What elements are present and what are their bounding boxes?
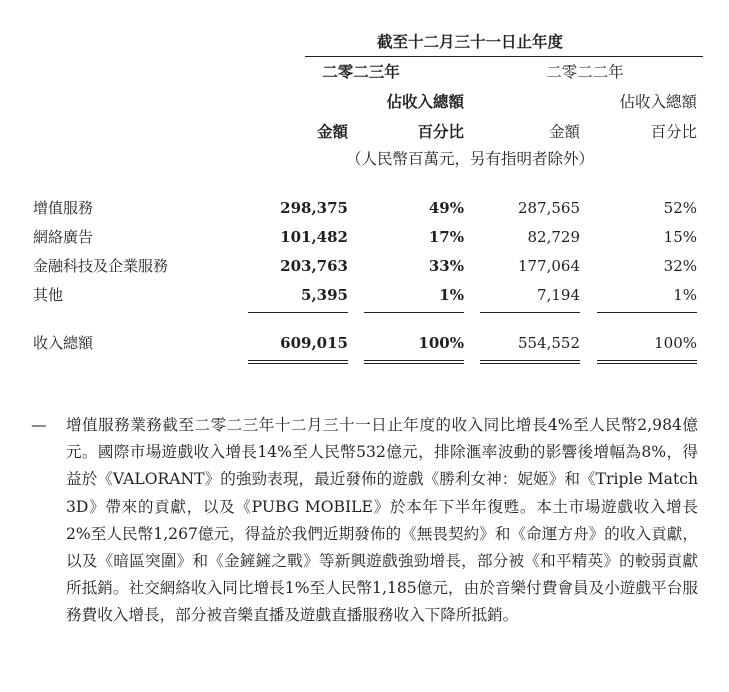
year-2023-header: 二零二三年 [322, 62, 400, 81]
total-label: 收入總額 [33, 334, 94, 352]
amount-2022: 7,194 [537, 286, 580, 304]
total-amount-2022: 554,552 [517, 334, 580, 352]
unit-note: （人民幣百萬元，另有指明者除外） [345, 150, 594, 168]
header-rule [305, 56, 703, 57]
percent-2022: 15% [663, 228, 697, 246]
percent-2023: 1% [439, 286, 464, 304]
row-label: 增值服務 [33, 199, 94, 217]
amount-2023: 101,482 [280, 228, 348, 246]
total-double-rule [597, 363, 697, 364]
percent-2022: 1% [673, 286, 697, 304]
percent-2022: 32% [663, 257, 697, 275]
percent-2023-header: 百分比 [417, 122, 464, 141]
pct-of-total-2022-header: 佔收入總額 [619, 93, 697, 111]
total-percent-2023: 100% [418, 334, 464, 352]
amount-2022: 177,064 [517, 257, 580, 275]
subtotal-rule [248, 312, 348, 313]
total-double-rule [480, 363, 580, 364]
pct-of-total-2023-header: 佔收入總額 [386, 92, 464, 111]
subtotal-rule [597, 312, 697, 313]
percent-2023: 17% [428, 228, 464, 246]
row-label: 金融科技及企業服務 [33, 257, 169, 275]
body-paragraph: 增值服務業務截至二零二三年十二月三十一日止年度的收入同比增長4%至人民幣2,984億元。國際市場遊戲收入增長14%至人民幣532億元，排除滙率波動的影響後增幅為8%，得益於《VALORANT》的強勁表現，最近發佈的遊戲《勝利女神：妮姬》和《Triple Match 3D》帶來的貢獻，以及《PUBG MOBILE》於本年下半年復甦。本土市場遊戲收入增長2%至人民幣1,267億元，得益於我們近期發佈的《無畏契約》和《命運方舟》的收入貢獻，以及《暗區突圍》和《金鏟鏟之戰》等新興遊戲強勁增長，部分被《和平精英》的較弱貢獻所抵銷。社交網絡收入同比增長1%至人民幣1,185億元，由於音樂付費會員及小遊戲平台服務費收入增長，部分被音樂直播及遊戲直播服務收入下降所抵銷。 [66, 416, 698, 625]
percent-2023: 49% [428, 199, 464, 217]
total-double-rule [597, 360, 697, 361]
percent-2022: 52% [663, 199, 697, 217]
amount-2023: 298,375 [280, 199, 348, 217]
percent-2023: 33% [428, 257, 464, 275]
subtotal-rule [480, 312, 580, 313]
total-double-rule [480, 360, 580, 361]
subtotal-rule [364, 312, 464, 313]
amount-2023: 203,763 [280, 257, 348, 275]
percent-2022-header: 百分比 [650, 123, 697, 141]
total-percent-2022: 100% [654, 334, 697, 352]
row-label: 其他 [33, 286, 64, 304]
total-double-rule [364, 363, 464, 364]
total-amount-2023: 609,015 [280, 334, 348, 352]
total-double-rule [248, 363, 348, 364]
amount-2023-header: 金額 [316, 122, 348, 141]
total-double-rule [248, 360, 348, 361]
period-header: 截至十二月三十一日止年度 [376, 32, 563, 51]
year-2022-header: 二零二二年 [546, 63, 624, 81]
amount-2022-header: 金額 [548, 123, 580, 141]
bullet-dash: — [31, 416, 47, 434]
amount-2023: 5,395 [301, 286, 348, 304]
amount-2022: 82,729 [527, 228, 580, 246]
row-label: 網絡廣告 [33, 228, 94, 246]
total-double-rule [364, 360, 464, 361]
amount-2022: 287,565 [517, 199, 580, 217]
